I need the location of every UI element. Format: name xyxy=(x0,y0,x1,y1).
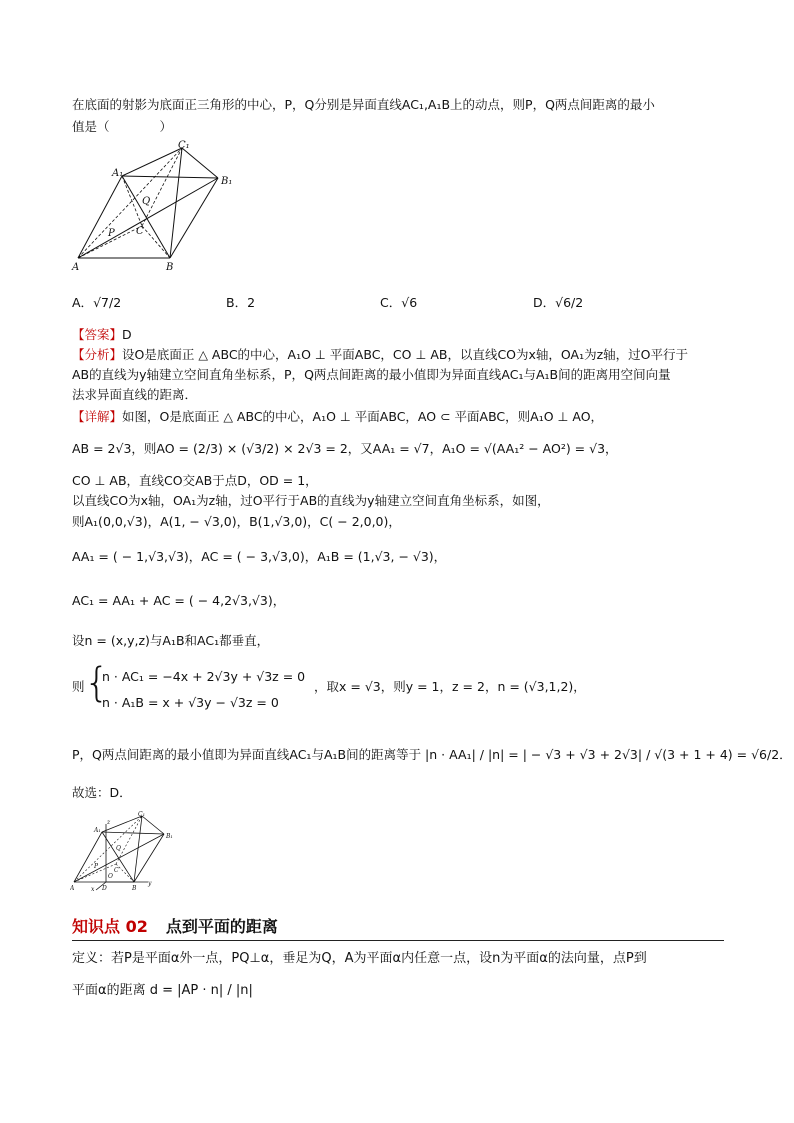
fig2-label-d: D xyxy=(102,885,107,892)
system-result: ，取x = √3，则y = 1，z = 2，n = (√3,1,2)， xyxy=(314,679,586,694)
fig2-label-a: A xyxy=(70,885,75,892)
knowledge-tag: 知识点 02 xyxy=(72,917,148,936)
detail-line-1: 【详解】如图，O是底面正 △ ABC的中心，A₁O ⊥ 平面ABC，AO ⊂ 平面ABC，则A₁O ⊥ AO， xyxy=(72,409,604,424)
detail-line-7: AC₁ = AA₁ + AC = ( − 4,2√3,√3)， xyxy=(72,593,286,608)
fig2-label-q: Q xyxy=(116,845,121,852)
option-b: B．2 xyxy=(226,295,256,310)
label-q: Q xyxy=(142,196,151,207)
label-b1: B₁ xyxy=(221,176,233,187)
fig2-label-c1: C₁ xyxy=(138,811,145,818)
detail-line-2: AB = 2√3，则AO = (2/3) × (√3/2) × 2√3 = 2，又AA₁ = √7，A₁O = √(AA₁² − AO²) = √3， xyxy=(72,441,618,456)
fig2-label-b1: B₁ xyxy=(166,833,173,840)
detail-tag: 【详解】 xyxy=(72,409,123,424)
detail-line-4: 以直线CO为x轴，OA₁为z轴，过O平行于AB的直线为y轴建立空间直角坐标系，如图， xyxy=(72,493,550,508)
analysis-line-1: 【分析】设O是底面正 △ ABC的中心，A₁O ⊥ 平面ABC，CO ⊥ AB，以直线CO为x轴，OA₁为z轴，过O平行于 xyxy=(72,347,688,362)
knowledge-heading xyxy=(72,914,724,941)
detail-line-8: 设n = (x,y,z)与A₁B和AC₁都垂直， xyxy=(72,633,270,648)
prism-figure-2 xyxy=(70,810,180,892)
knowledge-title: 点到平面的距离 xyxy=(165,917,278,936)
conclusion: 故选：D． xyxy=(72,785,132,800)
option-c: C．√6 xyxy=(380,295,418,310)
definition-line-2: 平面α的距离 d = |AP · n| / |n| xyxy=(72,983,253,998)
analysis-tag: 【分析】 xyxy=(72,347,123,362)
definition-line-1: 定义：若P是平面α外一点，PQ⊥α，垂足为Q，A为平面α内任意一点，设n为平面α的法向量，点P到 xyxy=(72,951,647,966)
label-a: A xyxy=(72,262,80,273)
fig2-label-z: z xyxy=(107,819,111,826)
detail-line-3: CO ⊥ AB，直线CO交AB于点D，OD = 1， xyxy=(72,473,318,488)
option-a: A．√7/2 xyxy=(72,295,122,310)
system-eq-1: n · AC₁ = −4x + 2√3y + √3z = 0 xyxy=(102,669,306,684)
fig2-label-o: O xyxy=(108,873,113,880)
system-eq-2: n · A₁B = x + √3y − √3z = 0 xyxy=(102,695,279,710)
label-p: P xyxy=(108,228,115,239)
answer-line: 【答案】D xyxy=(72,327,132,342)
detail-then: 则 xyxy=(72,679,85,694)
detail-line-5: 则A₁(0,0,√3)，A(1, − √3,0)，B(1,√3,0)，C( − 2,0,0)， xyxy=(72,514,401,529)
system-brace: { xyxy=(84,660,110,706)
question-line-1: 在底面的射影为底面正三角形的中心，P，Q分别是异面直线AC₁,A₁B上的动点，则P，Q两点间距离的最小 xyxy=(72,97,655,112)
prism-figure-1 xyxy=(70,140,240,275)
fig2-label-p: P xyxy=(94,863,99,870)
question-line-2: 值是（ ） xyxy=(72,119,173,134)
option-d: D．√6/2 xyxy=(533,295,584,310)
fig2-label-y: y xyxy=(148,880,152,887)
detail-line-10: P，Q两点间距离的最小值即为异面直线AC₁与A₁B间的距离等于 |n · AA₁| / |n| = | − √3 + √3 + 2√3| / √(3 + 1 + 4) = √6/2． xyxy=(72,747,792,762)
label-a1: A₁ xyxy=(112,168,124,179)
fig2-label-a1: A₁ xyxy=(94,827,101,834)
label-b: B xyxy=(166,262,174,273)
label-c1: C₁ xyxy=(178,140,190,151)
fig2-label-x: x xyxy=(91,886,95,892)
fig2-label-c: C xyxy=(114,867,119,874)
fig2-label-b: B xyxy=(132,885,137,892)
label-c: C xyxy=(136,226,144,237)
analysis-line-3: 法求异面直线的距离． xyxy=(72,387,198,402)
detail-line-6: AA₁ = ( − 1,√3,√3)，AC = ( − 3,√3,0)，A₁B = (1,√3, − √3)， xyxy=(72,549,447,564)
analysis-line-2: AB的直线为y轴建立空间直角坐标系，P，Q两点间距离的最小值即为异面直线AC₁与A₁B间的距离用空间向量 xyxy=(72,367,671,382)
answer-tag: 【答案】 xyxy=(72,327,123,342)
